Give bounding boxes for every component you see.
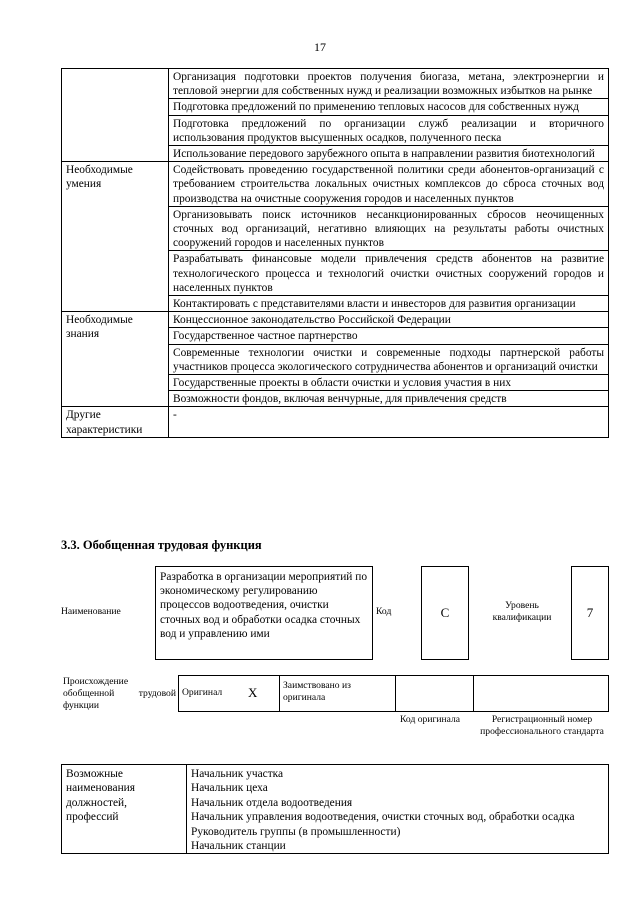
position-item: Начальник цеха: [191, 782, 268, 795]
positions-table: [61, 764, 609, 854]
name-label: Наименование: [61, 606, 121, 617]
origin-label: Происхождение обобщенной трудовой функции: [63, 676, 176, 711]
row-label: Другие характеристики: [62, 407, 169, 437]
row-item: Современные технологии очистки и современные подходы партнерской работы участников процесса экологического сотрудничества абонентов и организаций очистки: [169, 344, 609, 374]
table-row: [62, 407, 609, 437]
row-item: Использование передового зарубежного опыта в направлении развития биотехнологий: [169, 146, 609, 162]
position-item: Начальник участка: [191, 768, 284, 780]
original-mark: X: [248, 685, 258, 700]
row-label: [62, 69, 169, 162]
positions-cell: [187, 765, 609, 854]
section-title: 3.3. Обобщенная трудовая функция: [61, 538, 262, 552]
origin-row: [178, 675, 609, 712]
table-row: [62, 69, 609, 99]
positions-label: Возможные наименования должностей, профессий: [62, 765, 187, 854]
position-item: Руководитель группы (в промышленности): [191, 825, 401, 838]
row-item: Возможности фондов, включая венчурные, для привлечения средств: [169, 391, 609, 407]
divider: [395, 676, 396, 711]
row-item: Организовывать поиск источников несанкционированных сбросов неочищенных сточных вод организаций, негативно влияющих на результаты работы очистных сооружений городов и населенных пунктов: [169, 206, 609, 251]
row-item: Концессионное законодательство Российской Федерации: [169, 312, 609, 328]
row-item: Подготовка предложений по применению тепловых насосов для собственных нужд: [169, 99, 609, 115]
level-label: Уровень квалификации: [492, 600, 552, 623]
borrowed-label: Заимствовано из оригинала: [283, 680, 351, 703]
row-item: Подготовка предложений по организации служб реализации и вторичного использования продуктов высушенных осадков, полученного песка: [169, 115, 609, 145]
divider: [473, 676, 474, 711]
page-number: 17: [314, 40, 326, 54]
code-box: [421, 566, 469, 660]
function-name-box: Разработка в организации мероприятий по экономическому регулированию процессов водоотведения, очистки сточных вод и обработки осадка сточных вод и управлению ими: [155, 566, 373, 660]
original-label: Оригинал: [182, 687, 223, 698]
row-item: Организация подготовки проектов получения биогаза, метана, электроэнергии и тепловой энергии для собственных нужд и реализации возможных избытков на рынке: [169, 69, 609, 99]
row-item: Разрабатывать финансовые модели привлечения средств абонентов на развитие технологического процесса и технологий очистки очистных сооружений городов и населенных пунктов: [169, 251, 609, 296]
row-item: -: [169, 407, 609, 437]
table-row: [62, 162, 609, 207]
table-row: [62, 312, 609, 328]
code-value: C: [440, 605, 450, 620]
code-original-caption: Код оригинала: [400, 714, 461, 725]
row-item: Контактировать с представителями власти и инвесторов для развития организации: [169, 296, 609, 312]
position-item: Начальник управления водоотведения, очистки сточных вод, обработки осадка: [191, 811, 575, 824]
competency-table: [61, 68, 609, 438]
position-item: Начальник станции: [191, 840, 286, 853]
row-label: Необходимые умения: [62, 162, 169, 312]
reg-number-caption: Регистрационный номер профессионального стандарта: [480, 714, 604, 737]
level-box: [571, 566, 609, 660]
position-item: Начальник отдела водоотведения: [191, 796, 353, 809]
original-cell: [178, 675, 280, 712]
level-value: 7: [586, 605, 594, 620]
row-label: Необходимые знания: [62, 312, 169, 407]
row-item: Содействовать проведению государственной политики среди абонентов-организаций с требованием строительства локальных очистных комплексов до сброса сточных вод производства на очистные сооружения городов и населенных пунктов: [169, 162, 609, 207]
row-item: Государственные проекты в области очистки и условия участия в них: [169, 375, 609, 391]
row-item: Государственное частное партнерство: [169, 328, 609, 344]
code-label: Код: [376, 606, 392, 617]
